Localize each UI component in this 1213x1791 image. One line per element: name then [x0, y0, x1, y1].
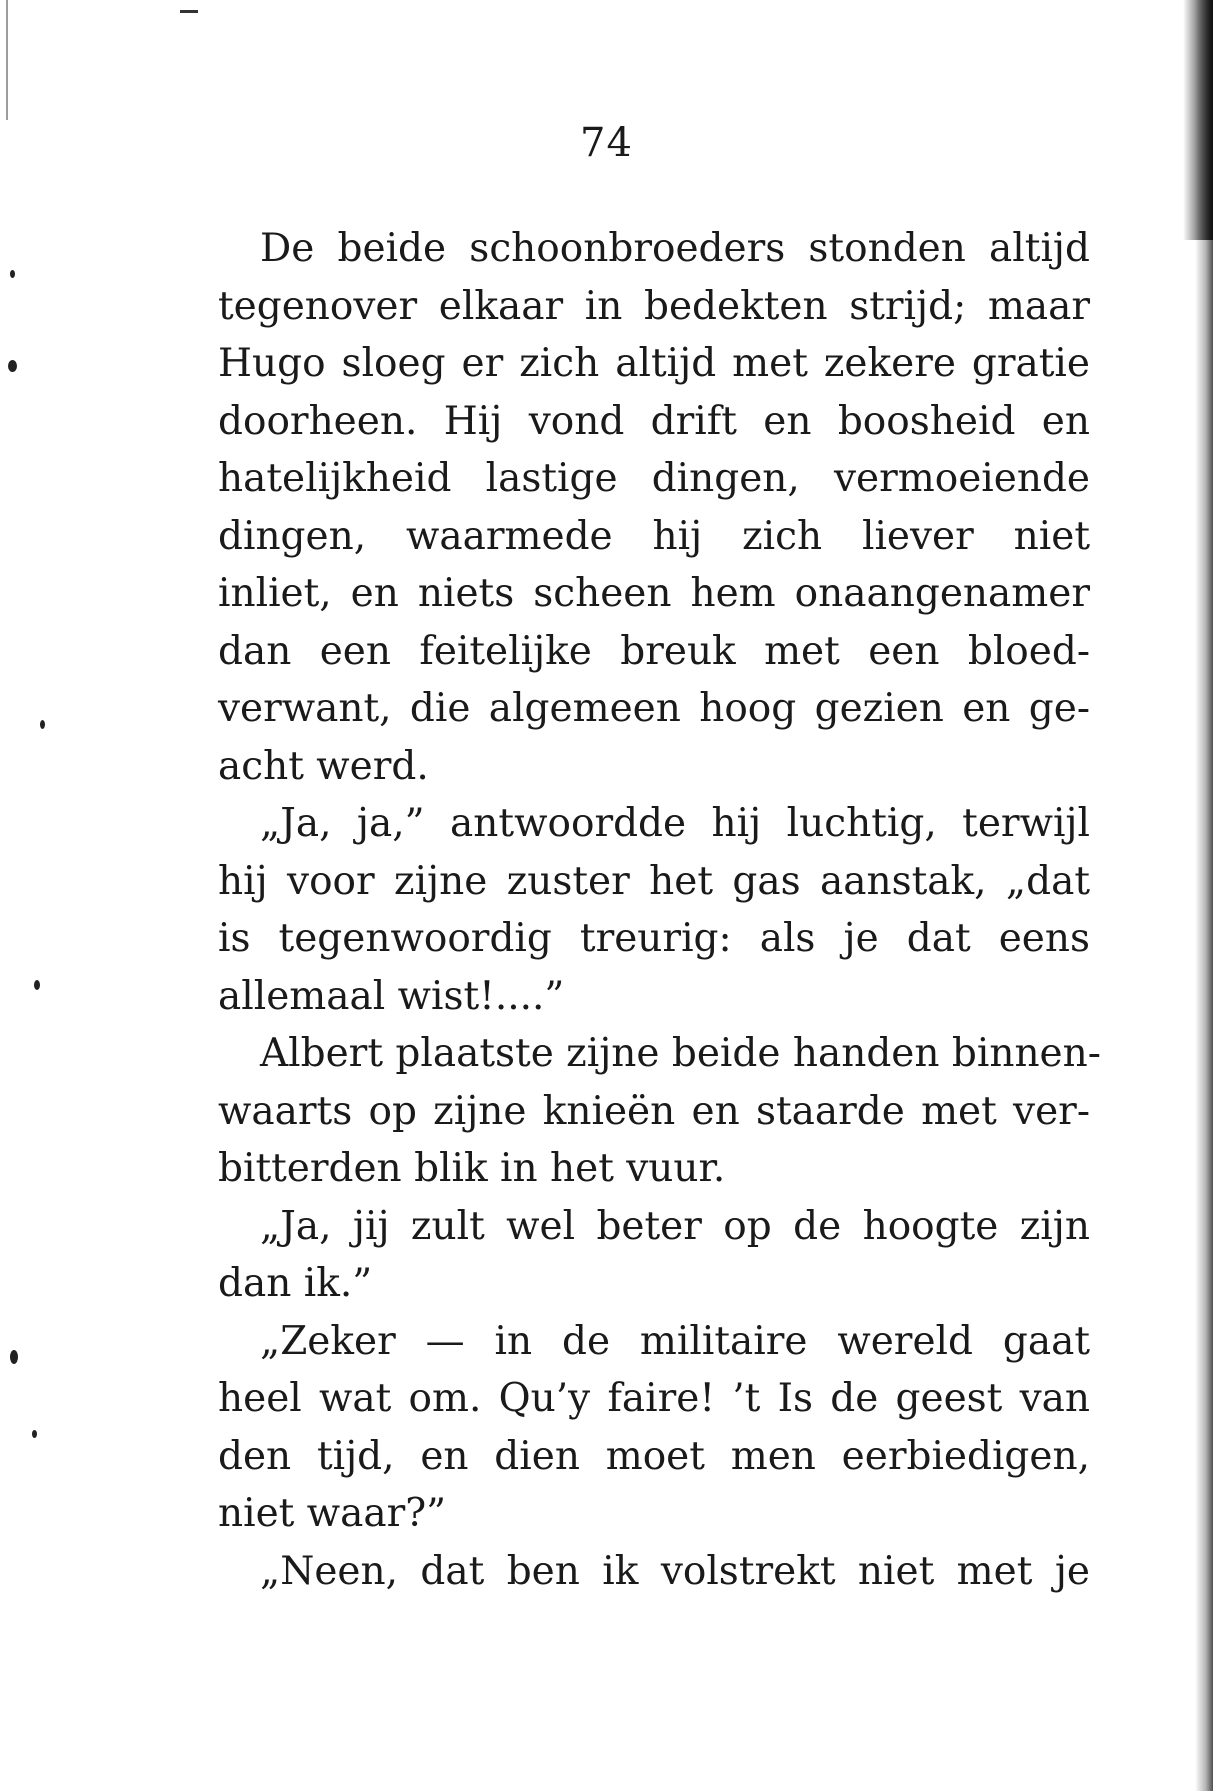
text-line: doorheen. Hij vond drift en boosheid en: [218, 398, 1090, 444]
scan-speck: [40, 720, 45, 729]
text-line: Hugo sloeg er zich altijd met zekere gratie: [218, 341, 1090, 386]
text-line: dan ik.”: [218, 1261, 373, 1306]
text-line: Albert plaatste zijne beide handen binnen-: [260, 1031, 1101, 1076]
text-line: tegenover elkaar in bedekten strijd; maar: [218, 283, 1090, 329]
scan-edge-right: [1195, 0, 1213, 1791]
text-line: verwant, die algemeen hoog gezien en ge-: [218, 686, 1090, 731]
text-line: dan een feitelijke breuk met een bloed-: [218, 628, 1090, 674]
text-line: „Zeker — in de militaire wereld gaat: [260, 1318, 1090, 1364]
text-line: inliet, en niets scheen hem onaangenamer: [218, 571, 1090, 616]
text-line: „Neen, dat ben ik volstrekt niet met je: [260, 1548, 1090, 1594]
text-line: den tijd, en dien moet men eerbiedigen,: [218, 1433, 1090, 1479]
scan-speck: [34, 980, 40, 990]
body-text: [218, 220, 1101, 1600]
text-line: allemaal wist!....”: [218, 973, 565, 1019]
text-line: is tegenwoordig treurig: als je dat eens: [218, 916, 1090, 961]
scan-speck: [32, 1430, 37, 1438]
scan-edge-left: [6, 0, 8, 120]
text-line: De beide schoonbroeders stonden altijd: [260, 226, 1090, 271]
text-line: dingen, waarmede hij zich liever niet: [218, 513, 1090, 559]
text-line: niet waar?”: [218, 1491, 447, 1536]
scan-mark: [180, 10, 198, 13]
text-line: acht werd.: [218, 743, 429, 789]
scan-speck: [10, 1350, 18, 1364]
scan-speck: [10, 270, 15, 278]
text-line: hatelijkheid lastige dingen, vermoeiende: [218, 456, 1090, 501]
text-line: waarts op zijne knieën en staarde met ver-: [218, 1088, 1090, 1134]
page-number: 74: [580, 120, 633, 166]
text-line: heel wat om. Qu’y faire! ’t Is de geest van: [218, 1376, 1090, 1421]
scan-speck: [8, 360, 17, 372]
text-line: hij voor zijne zuster het gas aanstak, „dat: [218, 858, 1090, 904]
text-line: „Ja, ja,” antwoordde hij luchtig, terwijl: [260, 801, 1090, 846]
text-line: „Ja, jij zult wel beter op de hoogte zijn: [260, 1203, 1090, 1249]
text-line: bitterden blik in het vuur.: [218, 1146, 726, 1191]
